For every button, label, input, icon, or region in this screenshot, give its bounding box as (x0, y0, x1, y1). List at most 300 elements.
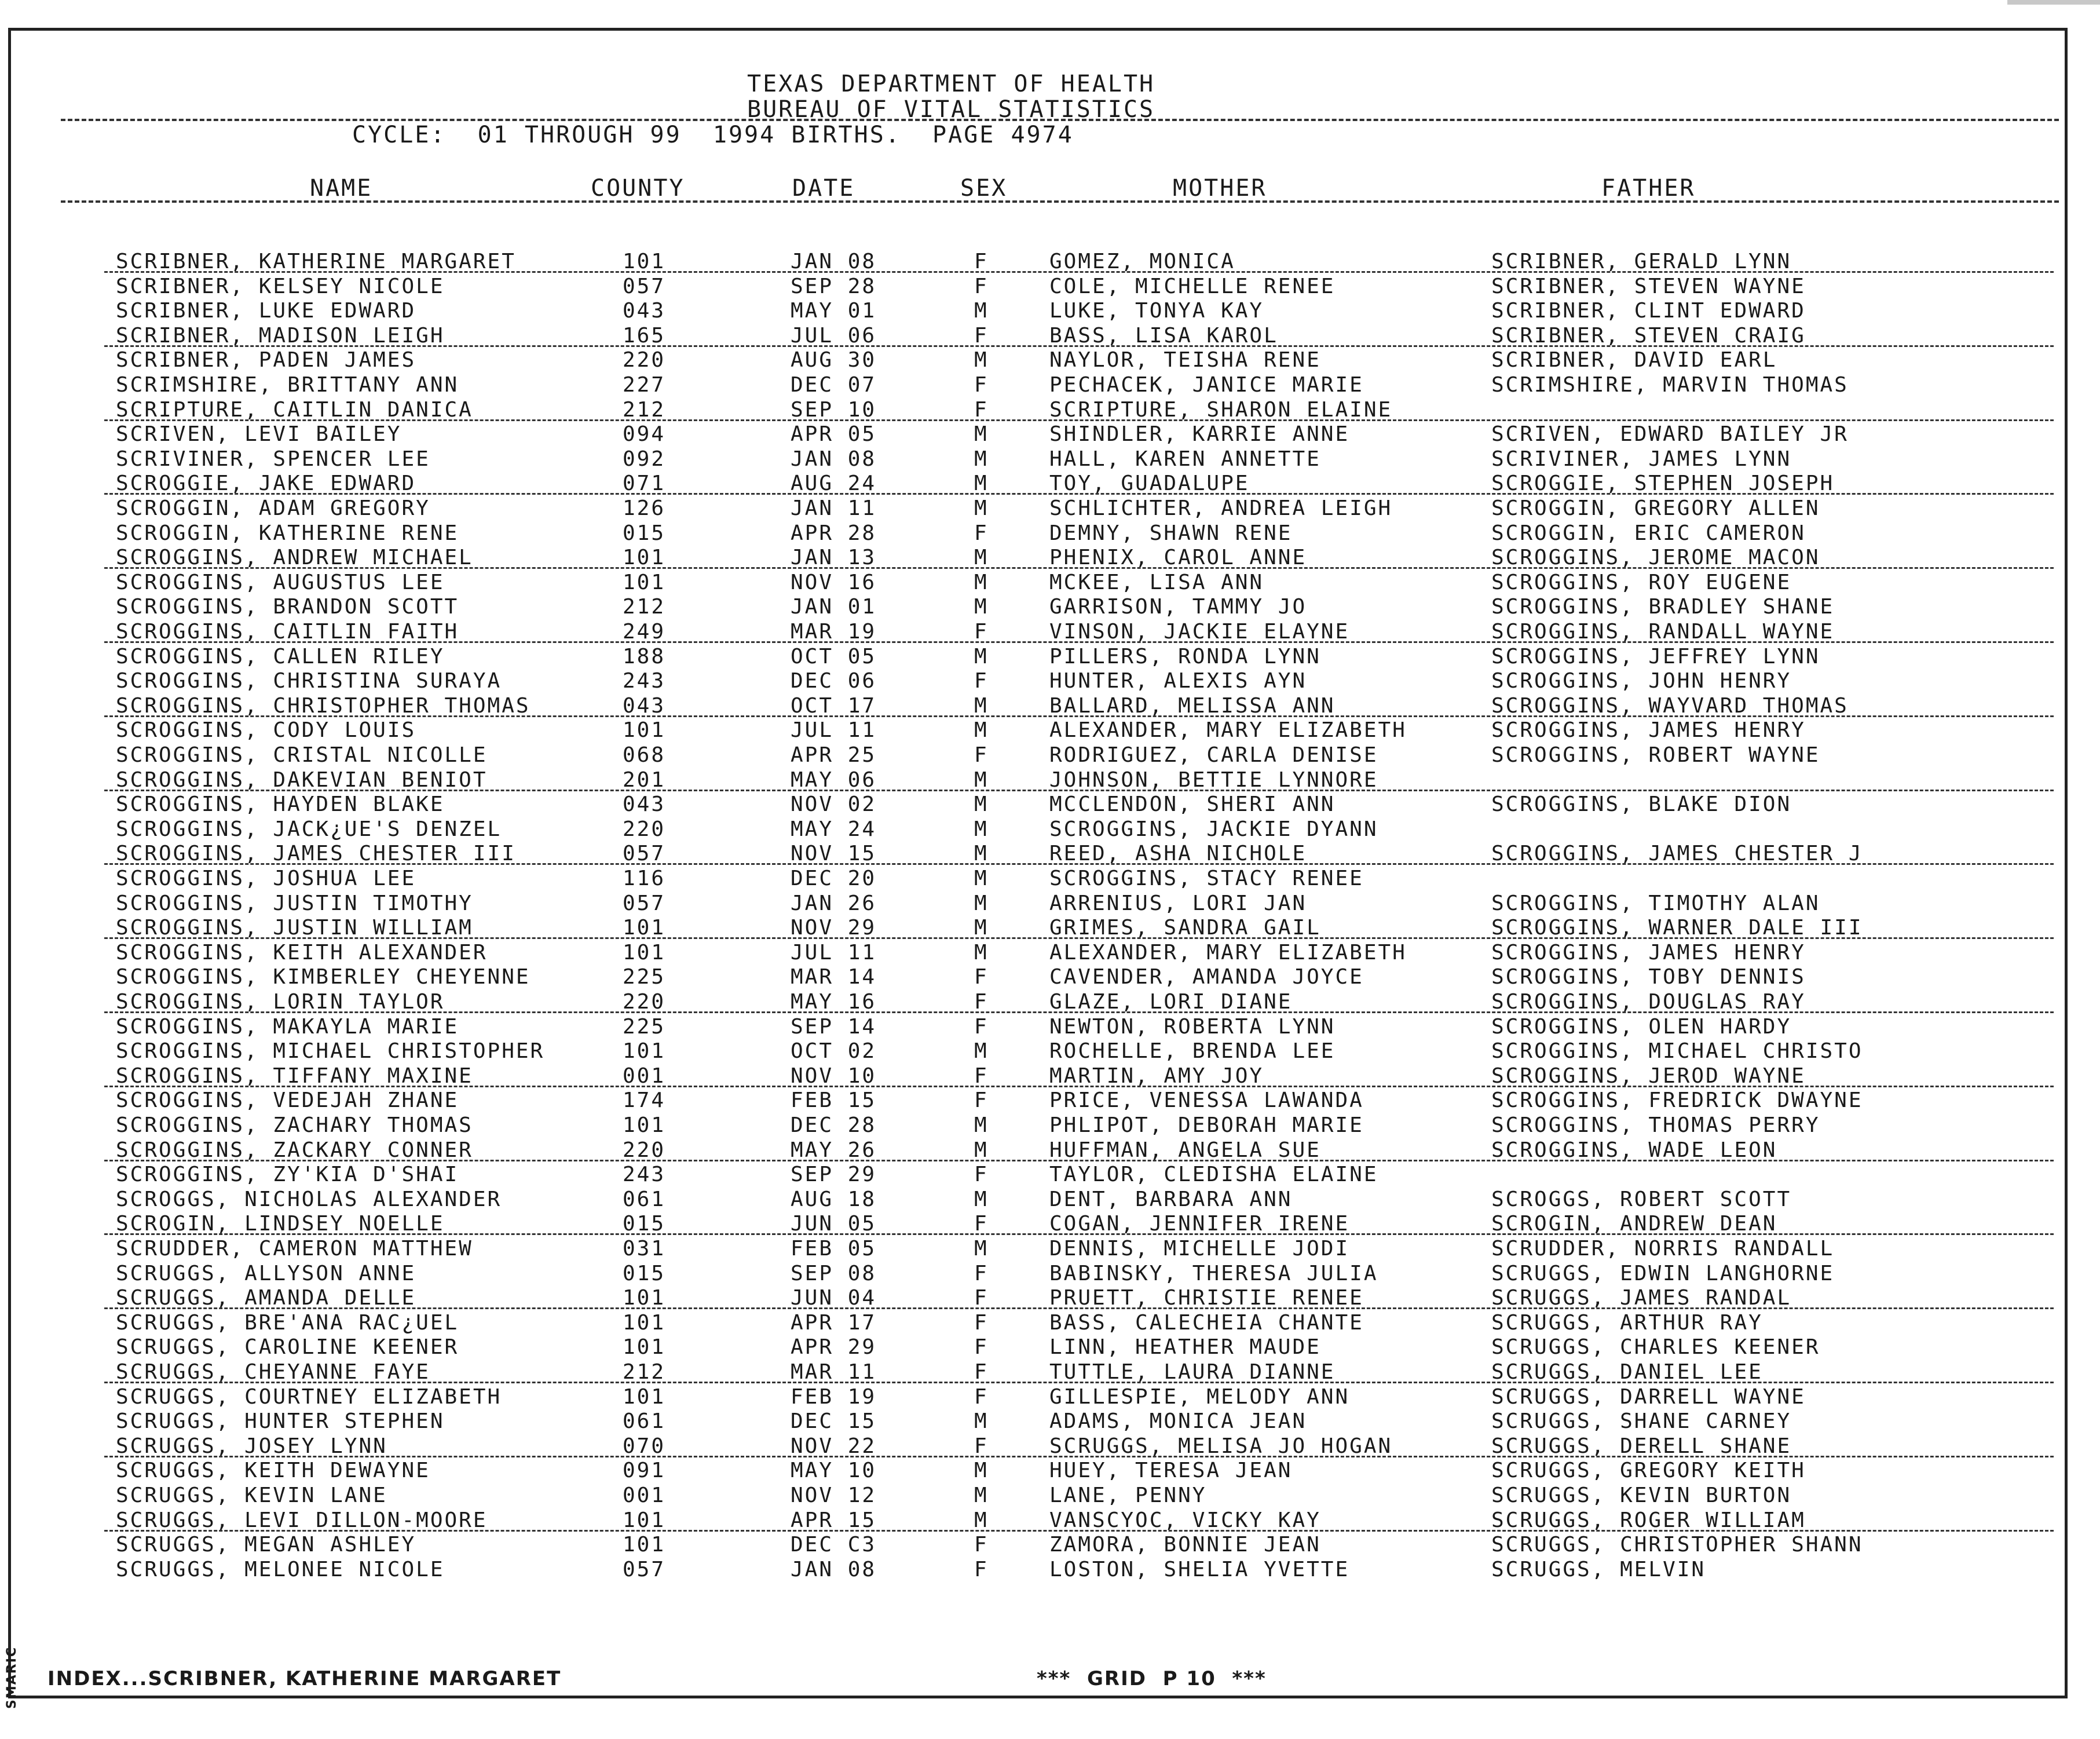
record-sex: M (974, 1237, 989, 1261)
record-sex: M (974, 546, 989, 570)
record-county: 043 (623, 693, 666, 718)
record-county: 101 (623, 1508, 666, 1532)
record-mother: ARRENIUS, LORI JAN (1049, 891, 1307, 915)
record-county: 101 (623, 1113, 666, 1137)
record-date: APR 25 (791, 743, 877, 767)
record-mother: PRUETT, CHRISTIE RENEE (1049, 1286, 1364, 1310)
record-county: 101 (623, 1310, 666, 1335)
record-name: SCROGGINS, JUSTIN TIMOTHY (116, 891, 473, 915)
record-date: DEC 20 (791, 867, 877, 890)
record-sex: M (974, 768, 989, 792)
record-name: SCRIVINER, SPENCER LEE (116, 447, 430, 471)
table-row (0, 1064, 2100, 1088)
header-rule-1 (61, 119, 2059, 121)
table-row (0, 915, 2100, 940)
record-date: NOV 10 (791, 1064, 877, 1088)
record-mother: MARTIN, AMY JOY (1049, 1064, 1264, 1088)
table-row (0, 668, 2100, 693)
record-father: SCRIMSHIRE, MARVIN THOMAS (1491, 373, 1849, 397)
table-row (0, 422, 2100, 447)
record-name: SCROGGINS, HAYDEN BLAKE (116, 792, 445, 817)
table-row (0, 1285, 2100, 1310)
record-sex: M (974, 792, 989, 817)
record-mother: CAVENDER, AMANDA JOYCE (1049, 965, 1364, 989)
record-county: 057 (623, 1557, 666, 1581)
record-county: 101 (623, 250, 666, 273)
record-father: SCRUGGS, CHARLES KEENER (1491, 1335, 1820, 1360)
record-county: 015 (623, 521, 666, 545)
record-sex: M (974, 1409, 989, 1434)
record-date: APR 05 (791, 422, 877, 447)
record-name: SCROGGINS, ZY'KIA D'SHAI (116, 1163, 459, 1187)
table-row (0, 570, 2100, 595)
record-name: SCROGGINS, ZACKARY CONNER (116, 1138, 473, 1162)
record-mother: PECHACEK, JANICE MARIE (1049, 373, 1364, 397)
record-name: SCROGGINS, ZACHARY THOMAS (116, 1113, 473, 1137)
record-county: 101 (623, 546, 666, 570)
table-row (0, 1187, 2100, 1212)
record-date: JUL 11 (791, 718, 877, 743)
record-mother: ADAMS, MONICA JEAN (1049, 1409, 1307, 1434)
record-date: MAY 24 (791, 817, 877, 841)
record-date: MAR 11 (791, 1360, 877, 1384)
record-mother: PHENIX, CAROL ANNE (1049, 546, 1307, 570)
record-county: 092 (623, 447, 666, 471)
record-name: SCROGGINS, TIFFANY MAXINE (116, 1064, 473, 1088)
record-father: SCROGGINS, JAMES HENRY (1491, 940, 1806, 965)
record-date: MAR 14 (791, 965, 877, 989)
table-row (0, 743, 2100, 768)
record-father: SCROGGINS, TIMOTHY ALAN (1491, 891, 1820, 915)
record-sex: F (974, 1088, 989, 1113)
record-mother: NAYLOR, TEISHA RENE (1049, 348, 1321, 372)
record-name: SCROGGINS, LORIN TAYLOR (116, 990, 445, 1014)
table-row (0, 1211, 2100, 1236)
table-row (0, 323, 2100, 348)
record-father: SCRUGGS, SHANE CARNEY (1491, 1409, 1792, 1434)
table-row (0, 1261, 2100, 1286)
record-name: SCRUGGS, ALLYSON ANNE (116, 1261, 416, 1285)
record-name: SCRIBNER, KATHERINE MARGARET (116, 250, 516, 273)
record-father: SCROGGINS, THOMAS PERRY (1491, 1113, 1820, 1137)
record-father: SCRUGGS, JAMES RANDAL (1491, 1286, 1792, 1310)
record-mother: MCCLENDON, SHERI ANN (1049, 792, 1336, 817)
record-county: 101 (623, 1384, 666, 1409)
table-row (0, 1335, 2100, 1360)
record-county: 031 (623, 1237, 666, 1261)
record-date: JAN 08 (791, 447, 877, 471)
record-mother: GOMEZ, MONICA (1049, 250, 1235, 273)
table-row (0, 891, 2100, 916)
table-row (0, 274, 2100, 299)
record-county: 116 (623, 867, 666, 890)
record-mother: DEMNY, SHAWN RENE (1049, 521, 1293, 545)
table-row (0, 471, 2100, 496)
record-mother: ZAMORA, BONNIE JEAN (1049, 1533, 1321, 1557)
record-sex: M (974, 1459, 989, 1483)
record-mother: BALLARD, MELISSA ANN (1049, 693, 1336, 718)
record-county: 225 (623, 965, 666, 989)
record-sex: M (974, 595, 989, 619)
record-date: MAY 06 (791, 768, 877, 792)
record-mother: LANE, PENNY (1049, 1484, 1207, 1507)
table-row (0, 1236, 2100, 1261)
record-sex: M (974, 472, 989, 496)
record-father: SCROGGINS, ROBERT WAYNE (1491, 743, 1820, 767)
record-name: SCROGGINS, JAMES CHESTER III (116, 842, 516, 866)
record-sex: F (974, 274, 989, 298)
record-county: 220 (623, 1138, 666, 1162)
record-father: SCROGGINS, DOUGLAS RAY (1491, 990, 1806, 1014)
record-date: SEP 28 (791, 274, 877, 298)
record-name: SCROGGINS, MAKAYLA MARIE (116, 1014, 459, 1039)
table-row (0, 619, 2100, 644)
record-father: SCROGGINS, MICHAEL CHRISTO (1491, 1039, 1863, 1064)
record-mother: HUEY, TERESA JEAN (1049, 1459, 1293, 1483)
table-row (0, 768, 2100, 792)
table-row (0, 644, 2100, 669)
record-father: SCROGGINS, JAMES HENRY (1491, 718, 1806, 743)
scan-edge-mark (2007, 0, 2100, 5)
record-sex: M (974, 891, 989, 915)
record-mother: DENNIS, MICHELLE JODI (1049, 1237, 1350, 1261)
record-mother: BASS, CALECHEIA CHANTE (1049, 1310, 1364, 1335)
col-header-father: FATHER (1601, 175, 1696, 202)
table-row (0, 693, 2100, 718)
record-name: SCROGGINS, DAKEVIAN BENIOT (116, 768, 488, 792)
record-sex: M (974, 299, 989, 323)
record-father: SCRIBNER, STEVEN CRAIG (1491, 323, 1806, 348)
record-sex: F (974, 990, 989, 1014)
record-name: SCRUGGS, COURTNEY ELIZABETH (116, 1384, 502, 1409)
record-mother: LUKE, TONYA KAY (1049, 299, 1264, 323)
record-name: SCRIBNER, LUKE EDWARD (116, 299, 416, 323)
table-row (0, 298, 2100, 323)
record-name: SCRUGGS, HUNTER STEPHEN (116, 1409, 445, 1434)
record-county: 015 (623, 1212, 666, 1236)
record-date: NOV 29 (791, 916, 877, 940)
record-mother: HUNTER, ALEXIS AYN (1049, 669, 1307, 693)
record-name: SCROGGINS, JOSHUA LEE (116, 867, 416, 890)
record-date: MAY 10 (791, 1459, 877, 1483)
record-county: 165 (623, 323, 666, 348)
record-county: 220 (623, 817, 666, 841)
record-date: SEP 08 (791, 1261, 877, 1285)
record-sex: M (974, 940, 989, 965)
record-name: SCRUGGS, AMANDA DELLE (116, 1286, 416, 1310)
record-name: SCRUGGS, CHEYANNE FAYE (116, 1360, 430, 1384)
record-county: 071 (623, 472, 666, 496)
record-name: SCROGGINS, CODY LOUIS (116, 718, 416, 743)
record-mother: LOSTON, SHELIA YVETTE (1049, 1557, 1350, 1581)
record-county: 101 (623, 916, 666, 940)
record-name: SCRUGGS, KEITH DEWAYNE (116, 1459, 430, 1483)
record-date: OCT 02 (791, 1039, 877, 1064)
table-row (0, 989, 2100, 1014)
index-footer: INDEX...SCRIBNER, KATHERINE MARGARET (47, 1667, 562, 1690)
record-date: JAN 11 (791, 496, 877, 520)
record-mother: VINSON, JACKIE ELAYNE (1049, 620, 1350, 644)
record-sex: F (974, 1533, 989, 1557)
record-mother: PILLERS, RONDA LYNN (1049, 644, 1321, 668)
record-sex: F (974, 620, 989, 644)
table-row (0, 1483, 2100, 1508)
record-name: SCRUGGS, JOSEY LYNN (116, 1434, 387, 1458)
record-mother: BASS, LISA KAROL (1049, 323, 1278, 348)
record-date: AUG 30 (791, 348, 877, 372)
col-header-county: COUNTY (591, 175, 685, 202)
record-mother: ALEXANDER, MARY ELIZABETH (1049, 940, 1407, 965)
table-row (0, 718, 2100, 743)
record-mother: BABINSKY, THERESA JULIA (1049, 1261, 1378, 1285)
record-father: SCRUGGS, DERELL SHANE (1491, 1434, 1792, 1458)
record-county: 243 (623, 1163, 666, 1187)
record-date: JAN 01 (791, 595, 877, 619)
record-county: 101 (623, 940, 666, 965)
table-row (0, 1458, 2100, 1483)
record-mother: SCHLICHTER, ANDREA LEIGH (1049, 496, 1393, 520)
record-county: 101 (623, 1286, 666, 1310)
record-name: SCRIPTURE, CAITLIN DANICA (116, 397, 473, 422)
record-sex: F (974, 1384, 989, 1409)
record-county: 094 (623, 422, 666, 447)
record-name: SCROGGIN, KATHERINE RENE (116, 521, 459, 545)
record-county: 043 (623, 792, 666, 817)
record-county: 057 (623, 842, 666, 866)
department-title: TEXAS DEPARTMENT OF HEALTH (747, 71, 1155, 97)
table-row (0, 1039, 2100, 1064)
record-date: APR 28 (791, 521, 877, 545)
record-mother: ROCHELLE, BRENDA LEE (1049, 1039, 1336, 1064)
record-father: SCRUGGS, DARRELL WAYNE (1491, 1384, 1806, 1409)
record-mother: JOHNSON, BETTIE LYNNORE (1049, 768, 1378, 792)
record-sex: M (974, 644, 989, 668)
record-date: JAN 13 (791, 546, 877, 570)
record-father: SCRIBNER, STEVEN WAYNE (1491, 274, 1806, 298)
record-county: 068 (623, 743, 666, 767)
record-county: 188 (623, 644, 666, 668)
record-name: SCROGGINS, CHRISTOPHER THOMAS (116, 693, 531, 718)
record-sex: M (974, 916, 989, 940)
table-row (0, 594, 2100, 619)
record-sex: M (974, 348, 989, 372)
table-row (0, 1508, 2100, 1533)
record-county: 091 (623, 1459, 666, 1483)
record-sex: F (974, 250, 989, 273)
record-date: JAN 08 (791, 1557, 877, 1581)
table-row (0, 1557, 2100, 1582)
record-date: JUN 05 (791, 1212, 877, 1236)
table-row (0, 348, 2100, 372)
record-name: SCRIVEN, LEVI BAILEY (116, 422, 402, 447)
record-name: SCROGGINS, CRISTAL NICOLLE (116, 743, 488, 767)
record-name: SCRUGGS, BRE'ANA RAC¿UEL (116, 1310, 459, 1335)
grid-footer: *** GRID P 10 *** (1037, 1667, 1267, 1690)
record-father: SCROGGINS, WAYVARD THOMAS (1491, 693, 1849, 718)
record-father: SCRUDDER, NORRIS RANDALL (1491, 1237, 1835, 1261)
record-sex: F (974, 669, 989, 693)
scanner-side-mark: SMARIC (5, 1646, 19, 1709)
record-county: 201 (623, 768, 666, 792)
record-county: 061 (623, 1187, 666, 1211)
record-father: SCROGGINS, JOHN HENRY (1491, 669, 1792, 693)
record-father: SCRIVINER, JAMES LYNN (1491, 447, 1792, 471)
record-date: NOV 22 (791, 1434, 877, 1458)
record-father: SCROGGINS, BRADLEY SHANE (1491, 595, 1835, 619)
record-sex: F (974, 1064, 989, 1088)
record-name: SCROGIN, LINDSEY NOELLE (116, 1212, 445, 1236)
record-sex: F (974, 1557, 989, 1581)
col-header-name: NAME (310, 175, 373, 202)
record-father: SCROGGINS, RANDALL WAYNE (1491, 620, 1835, 644)
record-sex: F (974, 965, 989, 989)
record-name: SCROGGINS, CHRISTINA SURAYA (116, 669, 502, 693)
record-father: SCRUGGS, KEVIN BURTON (1491, 1484, 1792, 1507)
record-father: SCROGGINS, JAMES CHESTER J (1491, 842, 1863, 866)
record-county: 061 (623, 1409, 666, 1434)
record-county: 249 (623, 620, 666, 644)
record-name: SCROGGINS, KEITH ALEXANDER (116, 940, 488, 965)
record-sex: M (974, 1484, 989, 1507)
record-name: SCRUGGS, MEGAN ASHLEY (116, 1533, 416, 1557)
record-county: 220 (623, 348, 666, 372)
record-name: SCROGGS, NICHOLAS ALEXANDER (116, 1187, 502, 1211)
record-county: 043 (623, 299, 666, 323)
record-sex: M (974, 1508, 989, 1532)
bureau-title: BUREAU OF VITAL STATISTICS (747, 96, 1155, 123)
table-row (0, 249, 2100, 274)
record-county: 101 (623, 1335, 666, 1360)
record-mother: REED, ASHA NICHOLE (1049, 842, 1307, 866)
record-date: MAY 01 (791, 299, 877, 323)
record-date: FEB 19 (791, 1384, 877, 1409)
table-row (0, 1138, 2100, 1163)
record-county: 174 (623, 1088, 666, 1113)
record-date: SEP 14 (791, 1014, 877, 1039)
record-county: 101 (623, 1533, 666, 1557)
record-sex: F (974, 743, 989, 767)
record-sex: M (974, 1138, 989, 1162)
record-sex: M (974, 447, 989, 471)
record-date: DEC C3 (791, 1533, 877, 1557)
record-date: SEP 10 (791, 397, 877, 422)
record-date: MAY 16 (791, 990, 877, 1014)
record-father: SCRUGGS, DANIEL LEE (1491, 1360, 1763, 1384)
record-father: SCROGIN, ANDREW DEAN (1491, 1212, 1777, 1236)
record-sex: F (974, 1335, 989, 1360)
table-row (0, 447, 2100, 472)
record-county: 057 (623, 274, 666, 298)
record-sex: M (974, 867, 989, 890)
table-row (0, 1113, 2100, 1138)
table-row (0, 1434, 2100, 1459)
record-mother: HUFFMAN, ANGELA SUE (1049, 1138, 1321, 1162)
record-mother: HALL, KAREN ANNETTE (1049, 447, 1321, 471)
record-date: NOV 15 (791, 842, 877, 866)
table-row (0, 397, 2100, 422)
record-county: 227 (623, 373, 666, 397)
record-date: SEP 29 (791, 1163, 877, 1187)
record-sex: F (974, 1261, 989, 1285)
record-name: SCRIBNER, MADISON LEIGH (116, 323, 445, 348)
record-mother: GLAZE, LORI DIANE (1049, 990, 1293, 1014)
record-name: SCROGGINS, VEDEJAH ZHANE (116, 1088, 459, 1113)
record-county: 212 (623, 1360, 666, 1384)
record-name: SCROGGINS, CALLEN RILEY (116, 644, 445, 668)
record-mother: NEWTON, ROBERTA LYNN (1049, 1014, 1336, 1039)
record-father: SCRUGGS, CHRISTOPHER SHANN (1491, 1533, 1863, 1557)
record-sex: F (974, 397, 989, 422)
record-father: SCROGGINS, WARNER DALE III (1491, 916, 1863, 940)
table-row (0, 817, 2100, 842)
table-row (0, 1384, 2100, 1409)
record-name: SCROGGINS, JUSTIN WILLIAM (116, 916, 473, 940)
record-county: 057 (623, 891, 666, 915)
col-header-date: DATE (792, 175, 855, 202)
record-mother: SCRUGGS, MELISA JO HOGAN (1049, 1434, 1393, 1458)
record-mother: COGAN, JENNIFER IRENE (1049, 1212, 1350, 1236)
record-date: APR 29 (791, 1335, 877, 1360)
record-date: NOV 02 (791, 792, 877, 817)
record-name: SCROGGINS, KIMBERLEY CHEYENNE (116, 965, 531, 989)
record-county: 243 (623, 669, 666, 693)
record-county: 101 (623, 1039, 666, 1064)
record-name: SCROGGINS, AUGUSTUS LEE (116, 570, 445, 594)
record-sex: F (974, 1434, 989, 1458)
record-father: SCROGGINS, OLEN HARDY (1491, 1014, 1792, 1039)
record-father: SCROGGINS, JEROME MACON (1491, 546, 1820, 570)
record-date: AUG 18 (791, 1187, 877, 1211)
record-sex: M (974, 1187, 989, 1211)
record-mother: ALEXANDER, MARY ELIZABETH (1049, 718, 1407, 743)
record-father: SCROGGINS, ROY EUGENE (1491, 570, 1792, 594)
record-sex: M (974, 422, 989, 447)
record-county: 101 (623, 718, 666, 743)
table-row (0, 521, 2100, 546)
record-mother: VANSCYOC, VICKY KAY (1049, 1508, 1321, 1532)
record-sex: M (974, 570, 989, 594)
record-name: SCRIBNER, PADEN JAMES (116, 348, 416, 372)
record-date: JUN 04 (791, 1286, 877, 1310)
record-mother: DENT, BARBARA ANN (1049, 1187, 1293, 1211)
record-sex: F (974, 1212, 989, 1236)
record-sex: M (974, 1113, 989, 1137)
record-sex: F (974, 373, 989, 397)
table-row (0, 965, 2100, 989)
record-sex: M (974, 718, 989, 743)
table-row (0, 1088, 2100, 1113)
record-father: SCRIBNER, CLINT EDWARD (1491, 299, 1806, 323)
table-row (0, 1162, 2100, 1187)
table-row (0, 792, 2100, 817)
record-mother: SHINDLER, KARRIE ANNE (1049, 422, 1350, 447)
record-county: 070 (623, 1434, 666, 1458)
record-date: NOV 12 (791, 1484, 877, 1507)
table-row (0, 866, 2100, 891)
record-name: SCRIMSHIRE, BRITTANY ANN (116, 373, 459, 397)
record-sex: F (974, 521, 989, 545)
record-date: AUG 24 (791, 472, 877, 496)
record-father: SCRUGGS, GREGORY KEITH (1491, 1459, 1806, 1483)
col-header-sex: SEX (960, 175, 1008, 202)
record-date: DEC 15 (791, 1409, 877, 1434)
table-row (0, 1310, 2100, 1335)
record-mother: SCROGGINS, STACY RENEE (1049, 867, 1364, 890)
record-name: SCRUGGS, KEVIN LANE (116, 1484, 387, 1507)
record-county: 212 (623, 595, 666, 619)
record-date: APR 15 (791, 1508, 877, 1532)
record-father: SCRUGGS, ROGER WILLIAM (1491, 1508, 1806, 1532)
